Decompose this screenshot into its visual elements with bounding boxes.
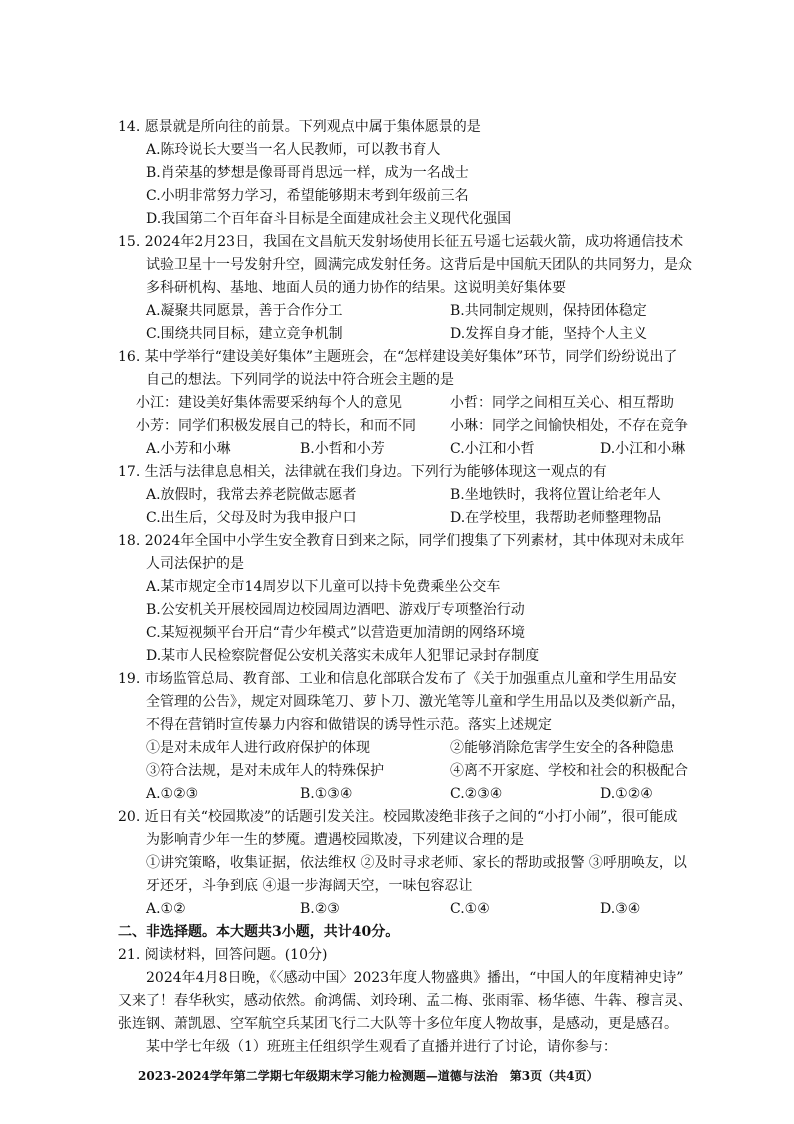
q16-statement-xiaojiang: 小江：建设美好集体需要采纳每个人的意见 [136,395,402,411]
q19-option-b: B.①③④ [300,786,353,802]
q20-stem-line-2: 为影响青少年一生的梦魇。遭遇校园欺凌，下列建议合理的是 [146,832,524,848]
q15-stem-line-3: 多科研机构、基地、地面人员的通力协作的结果。这说明美好集体要 [146,280,566,296]
q18-option-a: A.某市规定全市14周岁以下儿童可以持卡免费乘坐公交车 [146,579,501,595]
q20-stem-line-1: 20. 近日有关“校园欺凌”的话题引发关注。校园欺凌绝非孩子之间的“小打小闹”，很可能成 [118,809,678,825]
q19-statement-4: ④离不开家庭、学校和社会的积极配合 [450,763,688,779]
page-footer: 2023-2024学年第二学期七年级期末学习能力检测题—道德与法治 第3页（共4页） [138,1069,599,1083]
q14-option-a: A.陈玲说长大要当一名人民教师，可以教书育人 [146,142,441,158]
q16-option-a: A.小芳和小琳 [146,441,231,457]
q21-paragraph-line-2: 又来了！春华秋实，感动依然。俞鸿儒、刘玲琍、孟二梅、张雨霏、杨华德、牛犇、穆言灵、 [118,993,692,1009]
q20-statements-line-1: ①讲究策略，收集证据，依法维权 ②及时寻求老师、家长的帮助或报警 ③呼朋唤友，以 [146,855,687,871]
q19-statement-2: ②能够消除危害学生安全的各种隐患 [450,740,674,756]
q16-statement-xiaozhe: 小哲：同学之间相互关心、相互帮助 [450,395,674,411]
q21-paragraph-line-1: 2024年4月8日晚，《〈感动中国〉2023年度人物盛典》播出，“中国人的年度精神史诗” [146,970,684,986]
section-2-heading: 二、非选择题。本大题共3小题，共计40分。 [118,924,400,940]
q20-option-d: D.③④ [600,901,641,917]
q16-option-b: B.小哲和小芳 [300,441,385,457]
q19-statement-1: ①是对未成年人进行政府保护的体现 [146,740,370,756]
q17-option-c: C.出生后，父母及时为我申报户口 [146,510,357,526]
q16-statement-xiaolin: 小琳：同学之间愉快相处，不存在竞争 [450,418,688,434]
q14-option-d: D.我国第二个百年奋斗目标是全面建成社会主义现代化强国 [146,211,512,227]
q20-option-c: C.①④ [450,901,490,917]
q20-option-a: A.①② [146,901,186,917]
q19-stem-line-1: 19. 市场监管总局、教育部、工业和信息化部联合发布了《关于加强重点儿童和学生用品安 [118,671,677,687]
q17-option-d: D.在学校里，我帮助老师整理物品 [450,510,662,526]
q16-stem-line-2: 自己的想法。下列同学的说法中符合班会主题的是 [146,372,454,388]
q15-stem-line-1: 15. 2024年2月23日，我国在文昌航天发射场使用长征五号遥七运载火箭，成功将通信技术 [118,234,684,250]
q14-stem: 14. 愿景就是所向往的前景。下列观点中属于集体愿景的是 [118,119,481,135]
q18-stem-line-2: 人司法保护的是 [146,556,244,572]
q19-stem-line-3: 不得在营销时宣传暴力内容和做错误的诱导性示范。落实上述规定 [146,717,552,733]
q14-option-c: C.小明非常努力学习，希望能够期末考到年级前三名 [146,188,469,204]
q15-option-d: D.发挥自身才能，坚持个人主义 [450,326,648,342]
q19-statement-3: ③符合法规，是对未成年人的特殊保护 [146,763,384,779]
q15-stem-line-2: 试验卫星十一号发射升空，圆满完成发射任务。这背后是中国航天团队的共同努力，是众 [146,257,692,273]
q16-option-c: C.小江和小哲 [450,441,535,457]
q18-option-d: D.某市人民检察院督促公安机关落实未成年人犯罪记录封存制度 [146,648,540,664]
q15-option-b: B.共同制定规则，保持团体稳定 [450,303,647,319]
q21-paragraph-line-4: 某中学七年级（1）班班主任组织学生观看了直播并进行了讨论，请你参与： [146,1039,617,1055]
q16-option-d: D.小江和小琳 [600,441,686,457]
q15-option-a: A.凝聚共同愿景，善于合作分工 [146,303,343,319]
q17-stem: 17. 生活与法律息息相关，法律就在我们身边。下列行为能够体现这一观点的有 [118,464,607,480]
q16-stem-line-1: 16. 某中学举行“建设美好集体”主题班会，在“怎样建设美好集体”环节，同学们纷纷说出了 [118,349,678,365]
q18-option-b: B.公安机关开展校园周边校园周边酒吧、游戏厅专项整治行动 [146,602,525,618]
q19-option-a: A.①②③ [146,786,199,802]
q16-statement-xiaofang: 小芳：同学们积极发展自己的特长，和而不同 [136,418,416,434]
q20-option-b: B.②③ [300,901,340,917]
q19-stem-line-2: 全管理的公告》，规定对圆珠笔刀、萝卜刀、激光笔等儿童和学生用品以及类似新产品， [146,694,685,710]
q14-option-b: B.肖荣基的梦想是像哥哥肖思远一样，成为一名战士 [146,165,469,181]
q15-option-c: C.围绕共同目标，建立竞争机制 [146,326,343,342]
q18-stem-line-1: 18. 2024年全国中小学生安全教育日到来之际，同学们搜集了下列素材，其中体现对未成年 [118,533,685,549]
q18-option-c: C.某短视频平台开启“青少年模式”以营造更加清朗的网络环境 [146,625,525,641]
q21-paragraph-line-3: 张连钢、萧凯恩、空军航空兵某团飞行二大队等十多位年度人物故事，是感动，更是感召。 [118,1016,678,1032]
q17-option-b: B.坐地铁时，我将位置让给老年人 [450,487,661,503]
q17-option-a: A.放假时，我常去养老院做志愿者 [146,487,357,503]
q19-option-d: D.①②④ [600,786,653,802]
q21-heading: 21. 阅读材料，回答问题。(10分) [118,947,328,963]
q20-statements-line-2: 牙还牙，斗争到底 ④退一步海阔天空，一味包容忍让 [146,878,473,894]
q19-option-c: C.②③④ [450,786,503,802]
